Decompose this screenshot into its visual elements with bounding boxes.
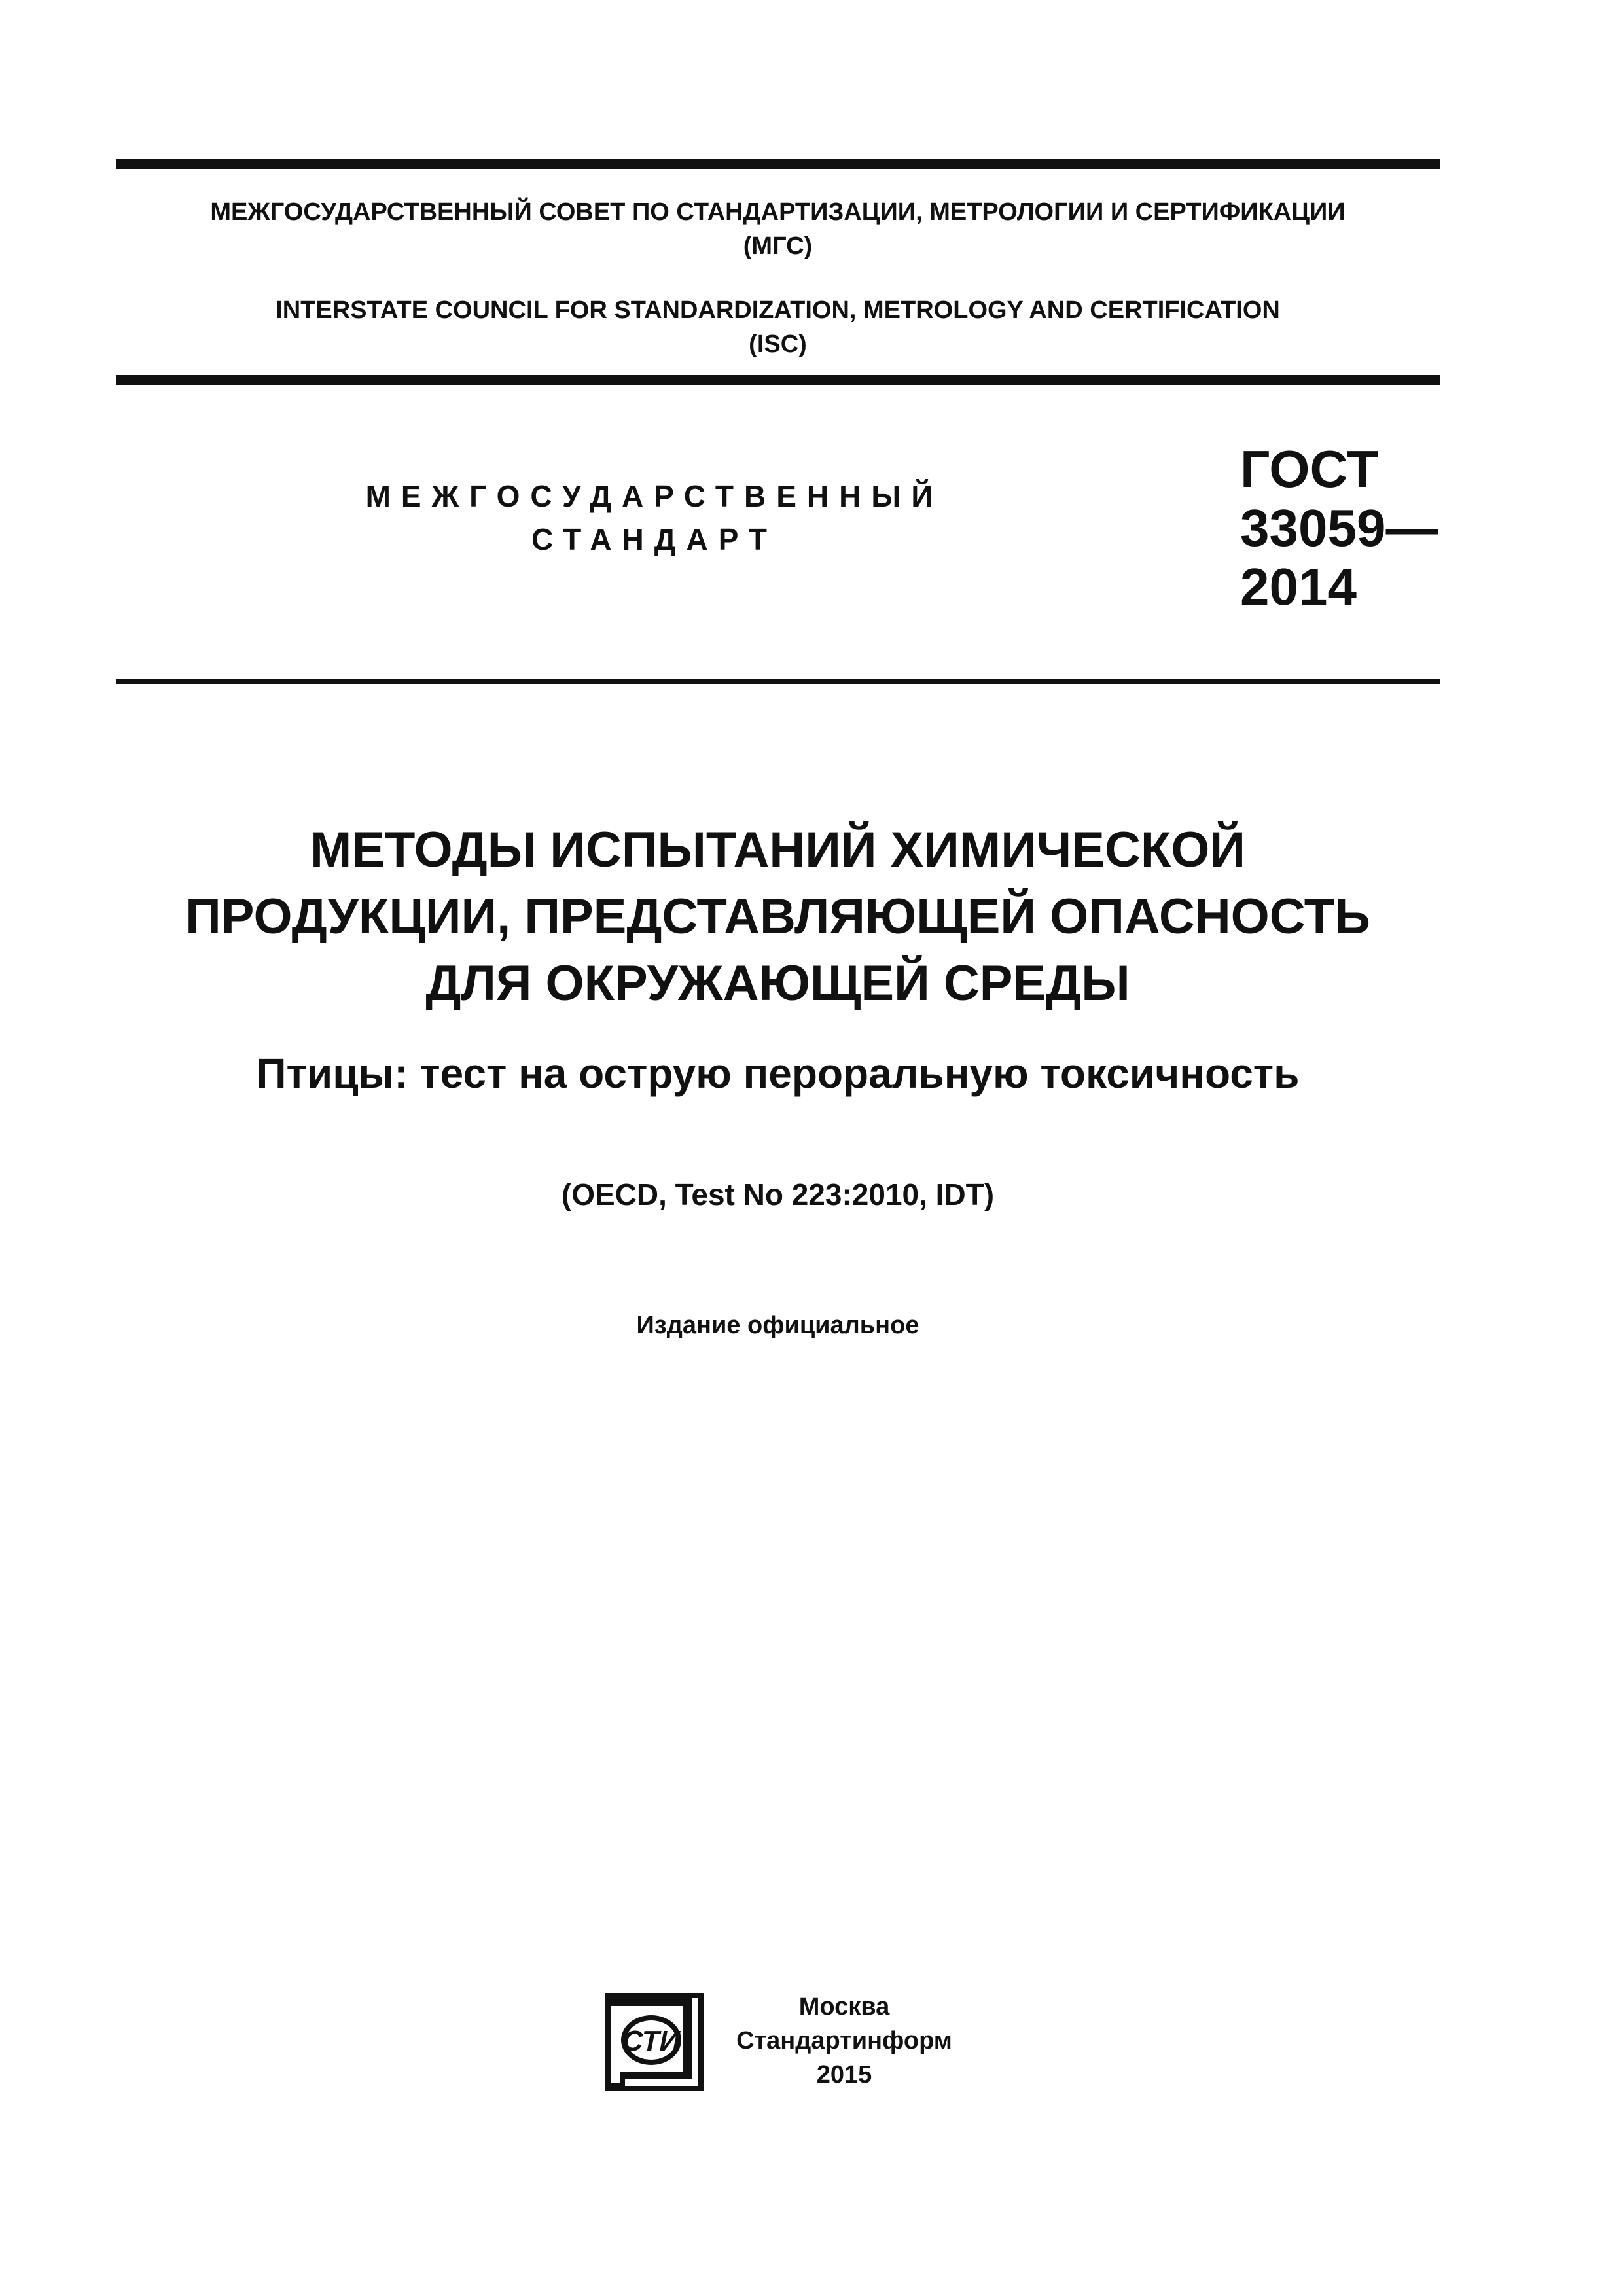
standard-kind <box>327 475 982 561</box>
publisher-city: Москва <box>798 1993 890 2020</box>
council-ru-line1: МЕЖГОСУДАРСТВЕННЫЙ СОВЕТ ПО СТАНДАРТИЗАЦИИ, МЕТРОЛОГИИ И СЕРТИФИКАЦИИ <box>210 198 1346 226</box>
publisher-block <box>713 1990 975 2092</box>
council-name-ru <box>116 195 1440 263</box>
title-line1: МЕТОДЫ ИСПЫТАНИЙ ХИМИЧЕСКОЙ <box>310 822 1245 878</box>
standard-id-prefix: ГОСТ <box>1240 440 1379 498</box>
title-line2: ПРОДУКЦИИ, ПРЕДСТАВЛЯЮЩЕЙ ОПАСНОСТЬ <box>185 889 1370 944</box>
publisher-name: Стандартинформ <box>736 2027 952 2054</box>
document-subtitle: Птицы: тест на острую пероральную токсичность <box>256 1050 1300 1097</box>
edition-note: Издание официальное <box>636 1312 919 1339</box>
logo-text: СТИ <box>622 2025 681 2057</box>
standard-kind-line1: МЕЖГОСУДАРСТВЕННЫЙ <box>365 479 944 513</box>
standard-number <box>1240 440 1438 617</box>
bottom-rule <box>116 679 1440 684</box>
top-rule <box>116 159 1440 169</box>
council-ru-abbr: (МГС) <box>743 232 813 260</box>
oecd-reference: (OECD, Test No 223:2010, IDT) <box>561 1177 995 1211</box>
council-name-en <box>116 293 1440 361</box>
standard-id-number: 33059— <box>1240 499 1438 557</box>
standartinform-logo-icon <box>605 1993 704 2091</box>
publisher-year: 2015 <box>816 2061 872 2089</box>
middle-rule <box>116 375 1440 385</box>
standard-kind-line2: СТАНДАРТ <box>531 522 777 556</box>
standard-id-year: 2014 <box>1240 558 1357 616</box>
document-title <box>116 817 1440 1017</box>
council-en-line1: INTERSTATE COUNCIL FOR STANDARDIZATION, METROLOGY AND CERTIFICATION <box>276 296 1280 324</box>
title-line3: ДЛЯ ОКРУЖАЮЩЕЙ СРЕДЫ <box>425 956 1130 1011</box>
council-en-abbr: (ISC) <box>749 331 807 358</box>
